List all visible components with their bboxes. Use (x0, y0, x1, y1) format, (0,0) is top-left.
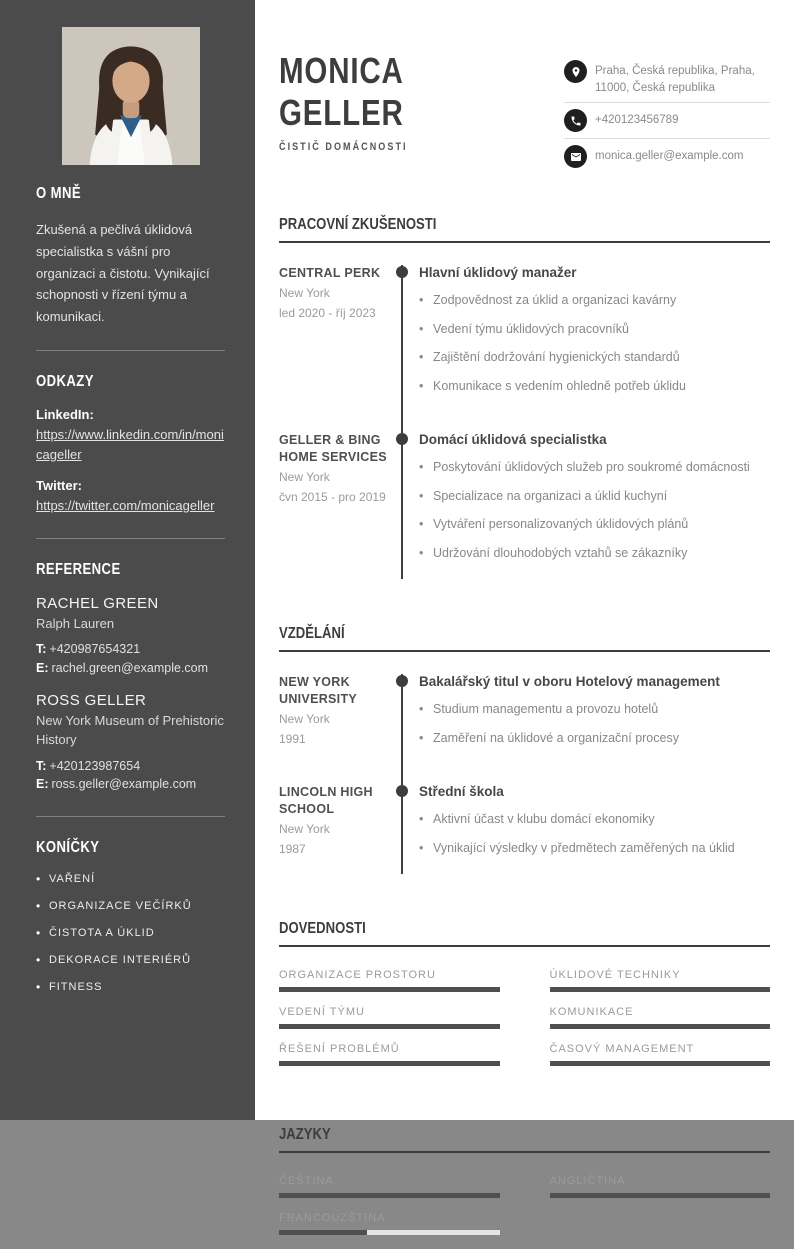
contact-phone-row (564, 103, 770, 139)
education-title: VZDĚLÁNÍ (279, 625, 345, 643)
language-bar (550, 1193, 771, 1198)
education-entry (279, 784, 770, 874)
contact-phone: +420123456789 (595, 114, 679, 127)
last-name: GELLER (279, 91, 404, 133)
links-title: ODKAZY (36, 373, 94, 391)
job-title: ČISTIČ DOMÁCNOSTI (279, 140, 408, 153)
location-icon (564, 60, 587, 83)
hobby-item: • VAŘENÍ (36, 873, 225, 885)
experience-bullet: • Zodpovědnost za úklid a organizaci kavárny (419, 292, 770, 310)
education-bullet: • Studium managementu a provozu hotelů (419, 701, 770, 719)
skill-bar (279, 1061, 500, 1066)
experience-bullet: • Poskytování úklidových služeb pro soukromé domácnosti (419, 459, 770, 477)
skill-label: ČASOVÝ MANAGEMENT (549, 1043, 695, 1056)
contact-email: monica.geller@example.com (595, 150, 744, 163)
skills-title: DOVEDNOSTI (279, 920, 366, 938)
link-item-twitter (36, 478, 225, 516)
experience-entry (279, 432, 770, 579)
skill-label: VEDENÍ TÝMU (279, 1006, 365, 1019)
reference-email: ross.geller@example.com (51, 777, 197, 792)
education-location: New York (279, 712, 330, 727)
reference-email-label: E: (36, 777, 49, 792)
skill-label: ORGANIZACE PROSTORU (279, 969, 436, 982)
reference-email: rachel.green@example.com (51, 661, 209, 676)
reference-company: New York Museum of Prehistoric History (36, 712, 224, 747)
education-bullets (419, 701, 770, 747)
experience-location: New York (279, 470, 330, 485)
skill-bar (550, 987, 771, 992)
about-text: Zkušená a pečlivá úklidová specialistka s vášní pro organizaci a čistotu. Vynikající schopnosti v řízení týmu a komunikaci. (36, 222, 210, 325)
skill-item (279, 1006, 500, 1029)
language-label: ANGLIČTINA (549, 1175, 626, 1188)
education-entry (279, 674, 770, 784)
language-bar (279, 1193, 500, 1198)
timeline-dot (396, 785, 408, 797)
references-title: REFERENCE (36, 560, 121, 578)
contact-email-row (564, 139, 770, 174)
experience-title: PRACOVNÍ ZKUŠENOSTI (279, 216, 437, 234)
language-item (550, 1175, 771, 1198)
experience-entry (279, 265, 770, 432)
email-icon (564, 145, 587, 168)
resume-main (255, 0, 794, 1225)
skill-label: ŘEŠENÍ PROBLÉMŮ (279, 1043, 400, 1056)
skill-item (550, 1006, 771, 1029)
experience-bullet: • Zajištění dodržování hygienických standardů (419, 349, 770, 367)
hobby-item: • DEKORACE INTERIÉRŮ (36, 954, 225, 966)
experience-role: Domácí úklidová specialistka (419, 432, 607, 448)
skill-item (279, 969, 500, 992)
experience-role: Hlavní úklidový manažer (419, 265, 577, 281)
linkedin-link[interactable]: https://www.linkedin.com/in/monicageller (36, 427, 224, 462)
timeline-dot (396, 266, 408, 278)
sidebar-divider (36, 350, 225, 351)
skill-item (279, 1043, 500, 1066)
education-degree: Střední škola (419, 784, 504, 800)
hobby-item: • FITNESS (36, 981, 225, 993)
sidebar-references-section (36, 561, 225, 795)
language-item (279, 1212, 500, 1235)
experience-dates: led 2020 - říj 2023 (279, 306, 376, 321)
education-bullets (419, 811, 770, 857)
twitter-label: Twitter: (36, 478, 82, 494)
experience-bullet: • Komunikace s vedením ohledně potřeb úklidu (419, 378, 770, 396)
skills-grid (279, 969, 770, 1080)
link-item-linkedin (36, 407, 225, 464)
hobby-list (36, 873, 225, 993)
sidebar-links-section (36, 373, 225, 516)
language-item (279, 1175, 500, 1198)
linkedin-label: LinkedIn: (36, 407, 94, 423)
sidebar-divider (36, 538, 225, 539)
languages-title: JAZYKY (279, 1126, 331, 1144)
language-label: FRANCOUZŠTINA (279, 1212, 386, 1225)
experience-dates: čvn 2015 - pro 2019 (279, 490, 386, 505)
language-label: ČEŠTINA (279, 1175, 334, 1188)
education-dates: 1987 (279, 842, 306, 857)
skill-label: KOMUNIKACE (549, 1006, 634, 1019)
section-rule (279, 241, 770, 243)
first-name: MONICA (279, 50, 404, 91)
skill-label: ÚKLIDOVÉ TECHNIKY (549, 969, 681, 982)
contact-location-row (564, 54, 770, 103)
experience-bullets (419, 459, 770, 562)
skill-bar (550, 1024, 771, 1029)
education-bullet: • Zaměření na úklidové a organizační procesy (419, 730, 770, 748)
language-bar (279, 1230, 500, 1235)
education-dates: 1991 (279, 732, 306, 747)
profile-photo (62, 27, 200, 165)
hobbies-title: KONÍČKY (36, 839, 100, 857)
education-location: New York (279, 822, 330, 837)
education-school: NEW YORK UNIVERSITY (279, 675, 358, 707)
reference-phone-label: T: (36, 758, 47, 773)
experience-bullet: • Udržování dlouhodobých vztahů se zákazníky (419, 545, 770, 563)
sidebar (0, 0, 255, 1120)
phone-icon (564, 109, 587, 132)
timeline-dot (396, 675, 408, 687)
experience-bullet: • Vytváření personalizovaných úklidových plánů (419, 516, 770, 534)
languages-section (279, 1126, 770, 1249)
skill-item (550, 1043, 771, 1066)
education-school: LINCOLN HIGH SCHOOL (279, 785, 373, 817)
reference-phone: +420123987654 (49, 758, 141, 773)
resume-header (279, 40, 770, 174)
education-section (279, 625, 770, 874)
reference-name: ROSS GELLER (36, 691, 147, 709)
contact-block (564, 54, 770, 174)
profile-photo-illustration (62, 27, 200, 165)
skills-section (279, 920, 770, 1080)
reference-item (36, 595, 225, 678)
skill-bar (279, 1024, 500, 1029)
education-degree: Bakalářský titul v oboru Hotelový management (419, 674, 720, 690)
experience-bullets (419, 292, 770, 395)
sidebar-hobbies-section (36, 839, 225, 993)
languages-grid (279, 1175, 770, 1249)
reference-company: Ralph Lauren (36, 615, 115, 631)
reference-name: RACHEL GREEN (36, 594, 159, 612)
experience-company: CENTRAL PERK (279, 266, 381, 281)
skill-item (550, 969, 771, 992)
education-bullet: • Vynikající výsledky v předmětech zaměřených na úklid (419, 840, 770, 858)
experience-bullet: • Specializace na organizaci a úklid kuchyní (419, 488, 770, 506)
hobby-item: • ČISTOTA A ÚKLID (36, 927, 225, 939)
experience-location: New York (279, 286, 330, 301)
education-bullet: • Aktivní účast v klubu domácí ekonomiky (419, 811, 770, 829)
skill-bar (550, 1061, 771, 1066)
contact-location: Praha, Česká republika, Praha, 11000, Česká republika (595, 65, 755, 94)
reference-item (36, 692, 225, 794)
reference-phone: +420987654321 (49, 642, 141, 657)
reference-email-label: E: (36, 661, 49, 676)
about-title: O MNĚ (36, 185, 82, 202)
section-rule (279, 1151, 770, 1153)
section-rule (279, 650, 770, 652)
experience-section (279, 216, 770, 579)
twitter-link[interactable]: https://twitter.com/monicageller (36, 498, 215, 514)
experience-bullet: • Vedení týmu úklidových pracovníků (419, 321, 770, 339)
reference-phone-label: T: (36, 642, 47, 657)
sidebar-divider (36, 816, 225, 817)
page-title (279, 50, 436, 134)
experience-company: GELLER & BING HOME SERVICES (279, 433, 387, 465)
skill-bar (279, 987, 500, 992)
section-rule (279, 945, 770, 947)
name-block (279, 50, 436, 153)
sidebar-about-section (36, 185, 225, 328)
hobby-item: • ORGANIZACE VEČÍRKŮ (36, 900, 225, 912)
timeline-dot (396, 433, 408, 445)
